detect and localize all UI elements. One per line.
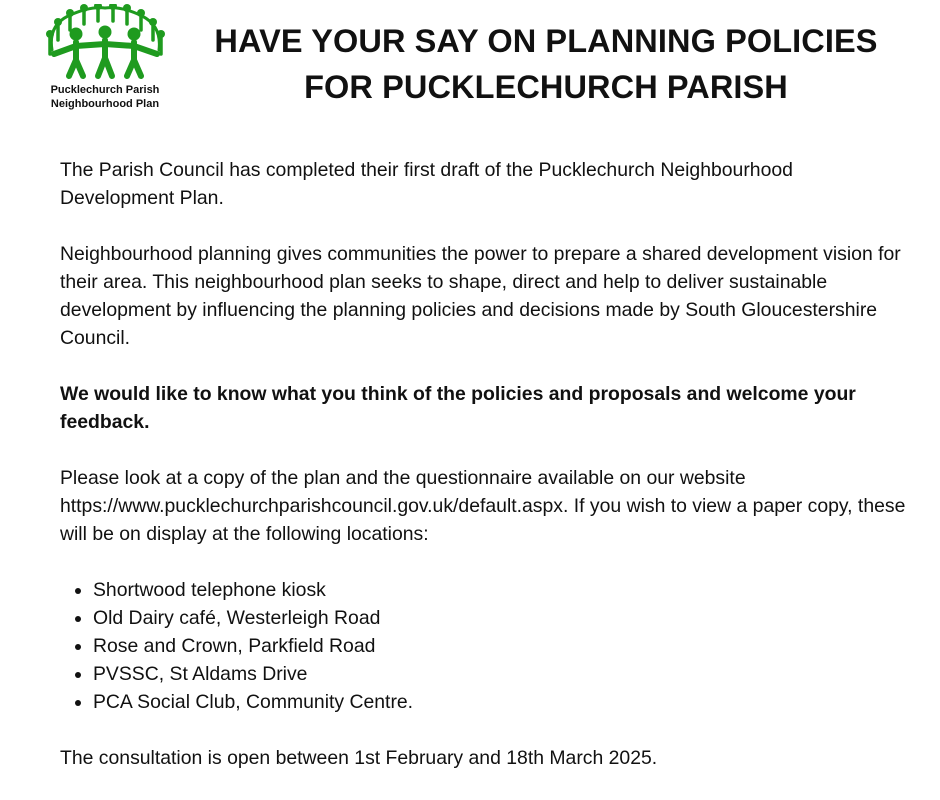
body-content (60, 156, 910, 800)
logo-line-2: Neighbourhood Plan (50, 98, 160, 110)
logo-text (40, 83, 170, 111)
header (0, 0, 940, 120)
page-title (186, 18, 906, 110)
list-item: • PCA Social Club, Community Centre. (93, 688, 910, 716)
logo (38, 4, 173, 112)
intro-paragraph: The Parish Council has completed their first draft of the Pucklechurch Neighbourhood Development Plan. (60, 159, 793, 209)
locations-list (60, 576, 910, 716)
list-item: • Shortwood telephone kiosk (93, 576, 910, 604)
list-item: • Old Dairy café, Westerleigh Road (93, 604, 910, 632)
consultation-dates-paragraph: The consultation is open between 1st February and 18th March 2025. (60, 747, 658, 769)
list-item: • PVSSC, St Aldams Drive (93, 660, 910, 688)
list-item: • Rose and Crown, Parkfield Road (93, 632, 910, 660)
feedback-paragraph: We would like to know what you think of the policies and proposals and welcome your feedback. (60, 383, 856, 433)
people-chain-icon (38, 4, 173, 84)
title-line-1: HAVE YOUR SAY ON PLANNING POLICIES (214, 23, 878, 59)
website-paragraph: Please look at a copy of the plan and the questionnaire available on our website https://www.pucklechurchparishcouncil.gov.uk/default.aspx. If you wish to view a paper copy, these will be on display at the following locations: (60, 467, 906, 545)
neighbourhood-planning-paragraph: Neighbourhood planning gives communities the power to prepare a shared development vision for their area. This neighbourhood plan seeks to shape, direct and help to deliver sustainable development by influencing the planning policies and decisions made by South Gloucestershire Council. (60, 243, 901, 349)
logo-line-1: Pucklechurch Parish (50, 84, 160, 96)
title-line-2: FOR PUCKLECHURCH PARISH (304, 69, 788, 105)
